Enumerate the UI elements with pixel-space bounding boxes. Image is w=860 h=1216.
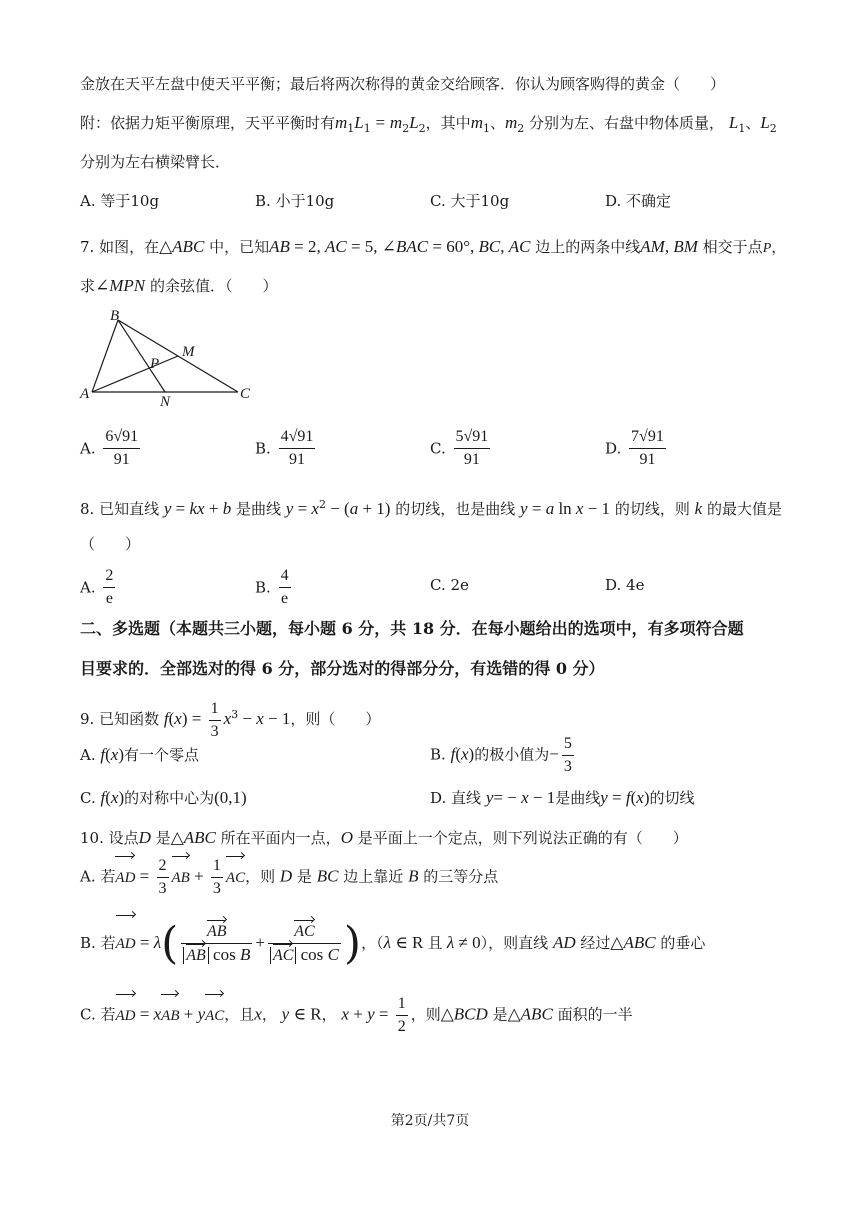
q7-option-b[interactable]: B. $\frac{4√91}{91}$ (255, 428, 314, 468)
q8-option-b[interactable]: B. $\frac{4}{e}$ (255, 567, 289, 607)
q6-note-mid: ，其中 (425, 114, 471, 132)
q8-option-a[interactable]: A. $\frac{2}{e}$ (80, 567, 114, 607)
q7-option-c[interactable]: C. $\frac{5√91}{91}$ (430, 428, 489, 468)
section2-heading-line1: 二、多选题（本题共三小题，每小题 6 分，共 18 分．在每小题给出的选项中，有多项符合题 (80, 619, 744, 638)
q10-stem: 10. 设点D 是△ABC 所在平面内一点，O 是平面上一个定点，则下列说法正确的有（ ） (80, 828, 688, 847)
label-n: N (160, 394, 171, 406)
q6-note-end: 分别为左右横梁臂长． (80, 153, 231, 171)
q6-option-d[interactable]: D. 不确定 (605, 192, 672, 210)
median-am (92, 356, 178, 392)
q8-stem: 8. 已知直线 y = kx + b 是曲线 $y = x^2 - (a + 1)$ 的切线，也是曲线 y = a ln x − 1 的切线，则 k 的最大值是 (80, 498, 782, 518)
q6-note-mid2: 分别为左、右盘中物体质量， (529, 114, 725, 132)
q6-option-b[interactable]: B. 小于10g (255, 192, 335, 210)
section2-heading-line2: 目要求的．全部选对的得 6 分，部分选对的得部分分，有选错的得 0 分） (80, 659, 605, 678)
q6-line1: 金放在天平左盘中使天平平衡；最后将两次称得的黄金交给顾客．你认为顾客购得的黄金（ ） (80, 75, 726, 93)
q9-stem: 9. 已知函数 f(x) = $\frac{1}{3}$ $x^3 - x - 1$，则（ ） (80, 699, 381, 740)
q8-option-c[interactable]: C. 2e (430, 576, 469, 594)
q7-option-d[interactable]: D. $\frac{7√91}{91}$ (605, 428, 664, 468)
q10-option-a[interactable]: A. 若AD = $\frac{2}{3}$ AB + $\frac{1}{3}$ AC，则 D 是 BC 边上靠近 B 的三等分点 (80, 857, 499, 897)
q10-option-b[interactable]: B. 若AD = λ( $\frac{AB}{\text{AB cos B}}$ + $\frac{AC}{\text{AC cos C}}$ )，（λ ∈ R 且 λ ≠ 0），则直线 AD 经过△ABC 的垂心 (80, 918, 706, 969)
q9-option-b[interactable]: B. f(x)的极小值为− $\frac{5}{3}$ (430, 735, 572, 775)
q8-paren: （ ） (80, 535, 141, 553)
side-ab (92, 320, 118, 392)
q6-note: 附：依据力矩平衡原理，天平平衡时有$m_1L_1 = m_2L_2$，其中$m_1$、$m_2$ 分别为左、右盘中物体质量， $L_1$、$L_2$ (80, 113, 777, 135)
q9-option-a[interactable]: A. f(x)有一个零点 (80, 745, 200, 764)
q6-option-c[interactable]: C. 大于10g (430, 192, 510, 210)
label-p: P (150, 356, 160, 372)
q6-note-prefix: 附：依据力矩平衡原理，天平平衡时有 (80, 114, 336, 132)
page-footer: 第2页/共7页 (390, 1113, 470, 1129)
q6-option-a[interactable]: A. 等于10g (80, 192, 160, 210)
q9-option-c[interactable]: C. f(x)的对称中心为(0,1) (80, 788, 247, 807)
q9-option-d[interactable]: D. 直线 y= − x − 1是曲线y = f(x)的切线 (430, 788, 695, 807)
q7-stem: 7. 如图，在△ABC 中，已知AB = 2, AC = 5, ∠BAC = 60°, BC, AC 边上的两条中线AM, BM 相交于点P， (80, 237, 787, 256)
label-a: A (80, 386, 90, 402)
q8-option-d[interactable]: D. 4e (605, 576, 645, 594)
q7-line2: 求∠MPN 的余弦值．（ ） (80, 276, 278, 295)
label-b: B (110, 308, 120, 324)
q10-option-c[interactable]: C. 若AD = xAB + yAC，且x， y ∈ R， x + y = $\frac{1}{2}$ ，则△BCD 是△ABC 面积的一半 (80, 995, 633, 1035)
label-c: C (240, 386, 251, 402)
q7-option-a[interactable]: A. $\frac{6√91}{91}$ (80, 428, 139, 468)
triangle-figure (78, 306, 268, 406)
label-m: M (182, 344, 195, 360)
